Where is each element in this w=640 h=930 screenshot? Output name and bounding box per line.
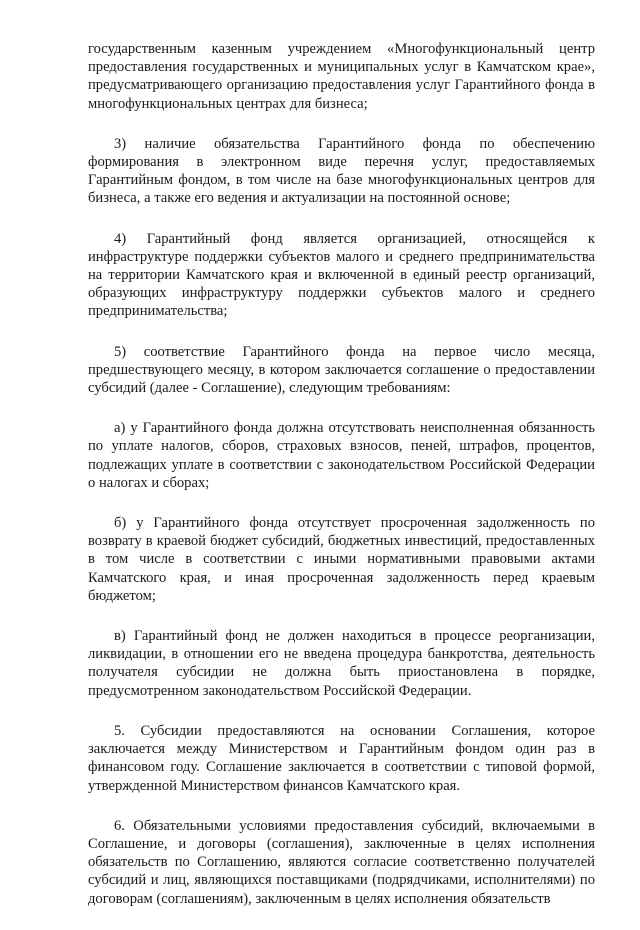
paragraph-section-6: 6. Обязательными условиями предоставления субсидий, включаемыми в Соглашение, и договоры (соглашения), заключенные в целях исполнения обязательств по Соглашению, являются согласие соответственно получателей субсидий и лиц, являющихся поставщиками (подрядчиками, исполнителями) по договорам (соглашениям), заключенным в целях исполнения обязательств (88, 817, 595, 907)
paragraph-subitem-b: б) у Гарантийного фонда отсутствует просроченная задолженность по возврату в краевой бюджет субсидий, бюджетных инвестиций, предоставленных в том числе в соответствии с иными нормативными правовыми актами Камчатского края, и иная просроченная задолженность перед краевым бюджетом; (88, 515, 595, 604)
document-page (88, 40, 595, 930)
paragraph-item-5: 5) соответствие Гарантийного фонда на первое число месяца, предшествующего месяцу, в котором заключается соглашение о предоставлении субсидий (далее - Соглашение), следующим требованиям: (88, 343, 595, 397)
paragraph-section-5: 5. Субсидии предоставляются на основании Соглашения, которое заключается между Министерством и Гарантийным фондом один раз в финансовом году. Соглашение заключается в соответствии с типовой формой, утвержденной Министерством финансов Камчатского края. (88, 722, 595, 794)
paragraph-subitem-v: в) Гарантийный фонд не должен находиться в процессе реорганизации, ликвидации, в отношении его не введена процедура банкротства, деятельность получателя субсидии не должна быть приостановлена в порядке, предусмотренном законодательством Российской Федерации. (88, 628, 595, 699)
paragraph-continuation: государственным казенным учреждением «Многофункциональный центр предоставления государственных и муниципальных услуг в Камчатском крае», предусматривающего организацию предоставления услуг Гарантийного фонда в многофункциональных центрах для бизнеса; (88, 41, 595, 112)
paragraph-subitem-a: а) у Гарантийного фонда должна отсутствовать неисполненная обязанность по уплате налогов, сборов, страховых взносов, пеней, штрафов, процентов, подлежащих уплате в соответствии с законодательством Российской Федерации о налогах и сборах; (88, 420, 595, 491)
paragraph-item-4: 4) Гарантийный фонд является организацией, относящейся к инфраструктуре поддержки субъектов малого и среднего предпринимательства на территории Камчатского края и включенной в единый реестр организаций, образующих инфраструктуру поддержки субъектов малого и среднего предпринимательства; (88, 230, 595, 320)
paragraph-item-3: 3) наличие обязательства Гарантийного фонда по обеспечению формирования в электронном виде перечня услуг, предоставляемых Гарантийным фондом, в том числе на базе многофункциональных центров для бизнеса, а также его ведения и актуализации на постоянной основе; (88, 135, 595, 207)
